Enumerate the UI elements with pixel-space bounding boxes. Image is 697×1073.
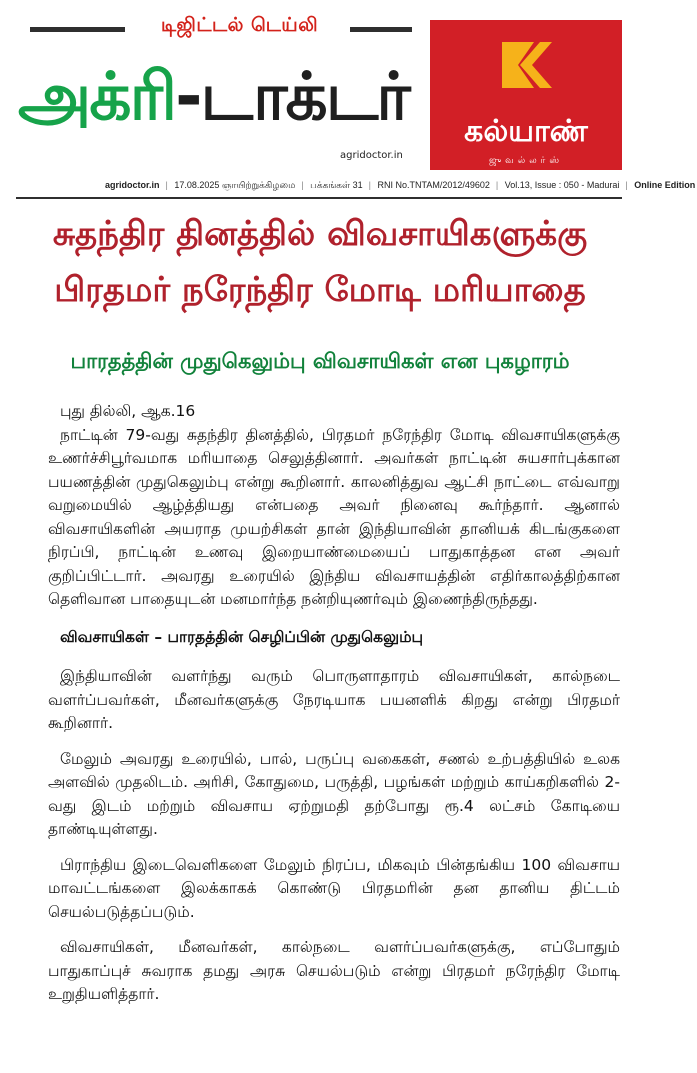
info-separator: |	[625, 180, 628, 190]
headline-line-1: சுதந்திர தினத்தில் விவசாயிகளுக்கு	[52, 214, 588, 254]
tagline-left-rule	[30, 27, 125, 32]
brand-word-dark: டாக்டர்	[200, 58, 409, 135]
info-separator: |	[301, 180, 304, 190]
paragraph-1: நாட்டின் 79-வது சுதந்திர தினத்தில், பிரதமர் நரேந்திர மோடி விவசாயிகளுக்கு உணர்ச்சிபூர்வமாக மரியாதை செலுத்தினார். அவர்கள் நாட்டின் சுயசார்புக்கான பயணத்தின் முதுகெலும்பு என்று கூறினார். காலனித்துவ ஆட்சி நாட்டை எவ்வாறு வறுமையில் ஆழ்த்தியது என்பதை அவர் நினைவு கூர்ந்தார். ஆனால் விவசாயிகளின் அயராத முயற்சிகள் தான் இந்தியாவின் தானியக் கிடங்குகளை நிரப்பி, நாட்டின் உணவு இறையாண்மையைப் பாதுகாத்தன என அவர் குறிப்பிட்டார். அவரது உரையில் இந்திய விவசாயத்தின் எதிர்காலத்திற்கான தெளிவான பாதையுடன் மனமார்ந்த நன்றியுணர்வும் இணைந்திருந்தது.	[48, 425, 620, 608]
paragraph-3: மேலும் அவரது உரையில், பால், பருப்பு வகைகள், சணல் உற்பத்தியில் உலக அளவில் முதலிடம். அரிசி, கோதுமை, பருத்தி, பழங்கள் மற்றும் காய்கறிகளில் 2-வது இடம் மற்றும் விவசாய ஏற்றுமதி தற்போது ரூ.4 லட்சம் கோடியை தாண்டியுள்ளது.	[48, 749, 620, 838]
info-separator: |	[165, 180, 168, 190]
kalyan-logo-icon	[496, 34, 558, 96]
info-date: 17.08.2025 ஞாயிற்றுக்கிழமை	[174, 180, 296, 190]
paragraph-4: பிராந்திய இடைவெளிகளை மேலும் நிரப்ப, மிகவும் பின்தங்கிய 100 விவசாய மாவட்டங்களை இலக்காகக் கொண்டு பிரதமரின் தன தானிய திட்டம் செயல்படுத்தப்படும்.	[48, 855, 620, 921]
headline	[14, 206, 626, 318]
subheadline: பாரதத்தின் முதுகெலும்பு விவசாயிகள் என புகழாரம்	[70, 349, 570, 373]
masthead	[0, 0, 640, 178]
info-site[interactable]: agridoctor.in	[105, 180, 160, 190]
info-volume: Vol.13, Issue : 050 - Madurai	[504, 180, 620, 190]
info-rni: RNI No.TNTAM/2012/49602	[377, 180, 490, 190]
sponsor-subtitle: ஜுவல்லர்ஸ்	[488, 156, 564, 166]
info-separator: |	[495, 180, 499, 190]
issue-info-line	[105, 180, 696, 194]
site-url-small[interactable]: agridoctor.in	[340, 150, 403, 161]
masthead-divider	[16, 197, 622, 199]
tagline-right-rule	[350, 27, 412, 32]
brand-word-green: அக்ரி	[18, 58, 176, 135]
info-separator: |	[368, 180, 371, 190]
tagline: டிஜிட்டல் டெய்லி	[160, 14, 319, 36]
sponsor-ad[interactable]	[430, 20, 622, 170]
brand-dash: -	[175, 58, 201, 135]
paragraph-2: இந்தியாவின் வளர்ந்து வரும் பொருளாதாரம் விவசாயிகள், கால்நடை வளர்ப்பவர்கள், மீனவர்களுக்கு நேரடியாக பயனளிக் கிறது என்று பிரதமர் கூறினார்.	[48, 667, 620, 732]
brand-logo[interactable]	[18, 42, 413, 152]
headline-line-2: பிரதமர் நரேந்திர மோடி மரியாதை	[54, 270, 586, 310]
info-pages: பக்கங்கள் 31	[310, 180, 363, 190]
section-heading: விவசாயிகள் – பாரதத்தின் செழிப்பின் முதுகெலும்பு	[60, 627, 424, 646]
info-edition: Online Edition	[634, 180, 696, 190]
sponsor-name: கல்யாண்	[464, 114, 588, 149]
dateline: புது தில்லி, ஆக.16	[60, 402, 196, 420]
paragraph-5: விவசாயிகள், மீனவர்கள், கால்நடை வளர்ப்பவர்களுக்கு, எப்போதும் பாதுகாப்புச் சுவராக தமது அரசு செயல்படும் என்று பிரதமர் நரேந்திர மோடி உறுதியளித்தார்.	[48, 938, 620, 1003]
article-body	[48, 400, 620, 1007]
